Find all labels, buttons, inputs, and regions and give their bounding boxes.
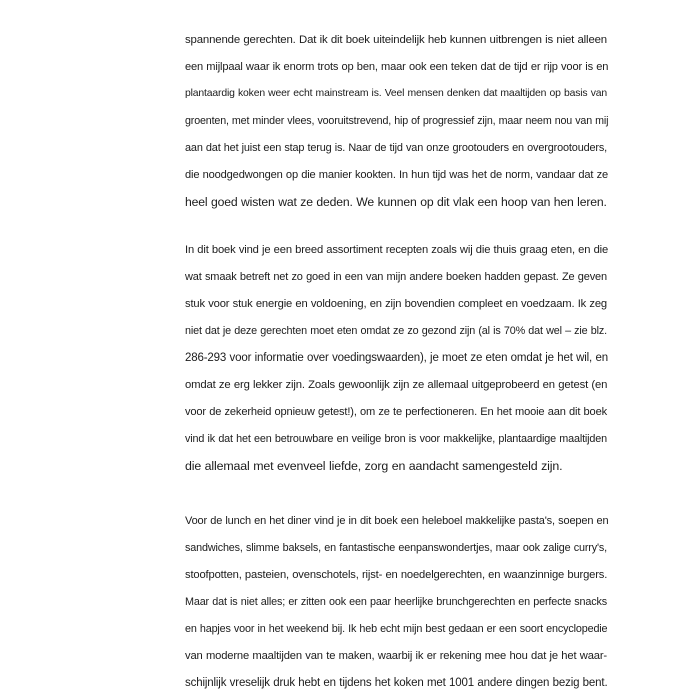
- paragraph-1-line: groenten, met minder vlees, vooruitstrevend, hip of progressief zijn, maar neem nou van mij: [185, 115, 609, 127]
- paragraph-2-line: niet dat je deze gerechten moet eten omdat ze zo gezond zijn (al is 70% dat wel – zie blz.: [185, 325, 607, 337]
- paragraph-1-line: spannende gerechten. Dat ik dit boek uiteindelijk heb kunnen uitbrengen is niet alleen: [185, 34, 607, 46]
- paragraph-1-line: een mijlpaal waar ik enorm trots op ben, maar ook een teken dat de tijd er rijp voor is en: [185, 61, 609, 73]
- paragraph-3-line: Voor de lunch en het diner vind je in dit boek een heleboel makkelijke pasta's, soepen en: [185, 515, 609, 527]
- paragraph-2-line: omdat ze erg lekker zijn. Zoals gewoonlijk zijn ze allemaal uitgeprobeerd en getest (en: [185, 379, 608, 391]
- paragraph-3-line: stoofpotten, pasteien, ovenschotels, rijst- en noedelgerechten, en waanzinnige burgers.: [185, 569, 608, 581]
- paragraph-2-line: wat smaak betreft net zo goed in een van mijn andere boeken hadden gepast. Ze geven: [185, 271, 607, 283]
- paragraph-1-line: die noodgedwongen op die manier kookten. In hun tijd was het de norm, vandaar dat ze: [185, 169, 608, 181]
- paragraph-3-line: van moderne maaltijden van te maken, waarbij ik er rekening mee hou dat je het waar-: [185, 650, 607, 662]
- paragraph-1-line: aan dat het juist een stap terug is. Naar de tijd van onze grootouders en overgrootouders,: [185, 142, 608, 154]
- paragraph-3-line: Maar dat is niet alles; er zitten ook een paar heerlijke brunchgerechten en perfecte snacks: [185, 596, 607, 608]
- paragraph-2-line: voor de zekerheid opnieuw getest!), om ze te perfectioneren. En het mooie aan dit boek: [185, 406, 607, 418]
- paragraph-2-line: In dit boek vind je een breed assortiment recepten zoals wij die thuis graag eten, en die: [185, 244, 609, 256]
- paragraph-3-line: en hapjes voor in het weekend bij. Ik heb echt mijn best gedaan er een soort encyclopedie: [185, 623, 608, 635]
- paragraph-2-line: stuk voor stuk energie en voldoening, en zijn bovendien compleet en voedzaam. Ik zeg: [185, 298, 607, 310]
- paragraph-1-line: heel goed wisten wat ze deden. We kunnen op dit vlak een hoop van hen leren.: [185, 195, 607, 209]
- paragraph-2-line: die allemaal met evenveel liefde, zorg en aandacht samengesteld zijn.: [185, 459, 563, 473]
- paragraph-2-line: vind ik dat het een betrouwbare en veilige bron is voor makkelijke, plantaardige maaltijden: [185, 433, 607, 445]
- paragraph-2-line: 286-293 voor informatie over voedingswaarden), je moet ze eten omdat je het wil, en: [185, 352, 608, 364]
- paragraph-3-line: schijnlijk vreselijk druk hebt en tijdens het koken met 1001 andere dingen bezig bent.: [185, 677, 608, 689]
- paragraph-3-line: sandwiches, slimme baksels, en fantastische eenpanswondertjes, maar ook zalige curry's,: [185, 542, 607, 554]
- paragraph-1-line: plantaardig koken weer echt mainstream is. Veel mensen denken dat maaltijden op basis van: [185, 88, 607, 99]
